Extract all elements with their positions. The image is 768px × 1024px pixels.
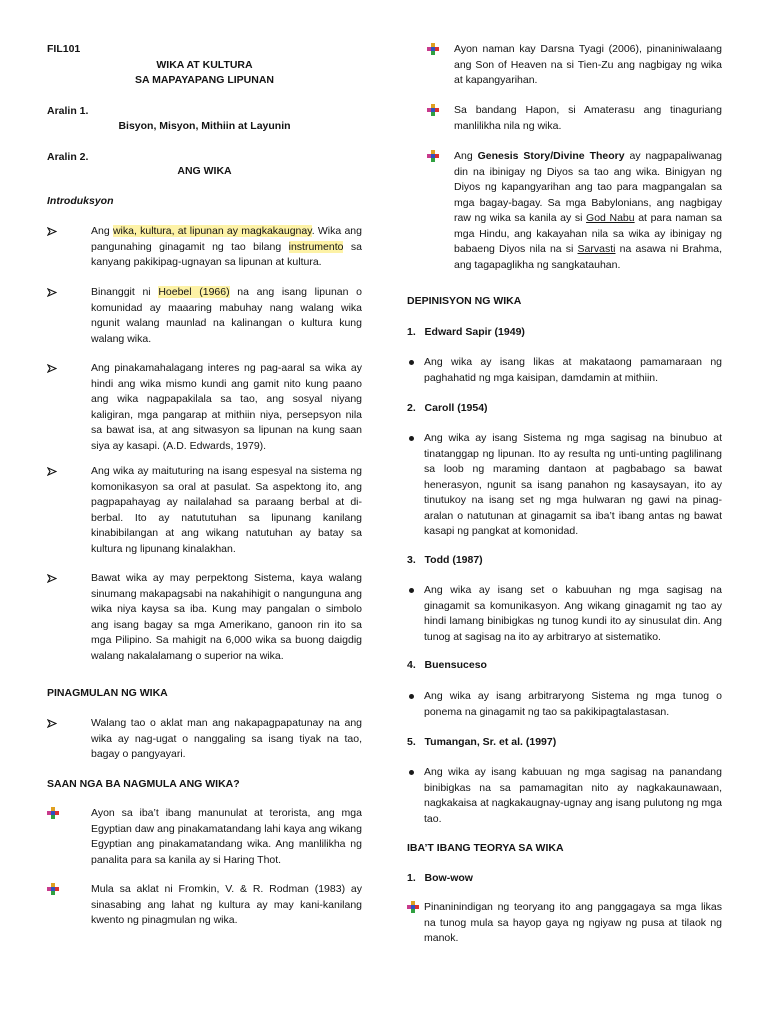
aralin1-title: Bisyon, Misyon, Mithiin at Layunin <box>118 120 291 132</box>
definition-title: 2. Caroll (1954) <box>407 402 488 414</box>
list-item: Pinaninindigan ng teoryang ito ang panggagaya sa mga likas na tunog mula sa hayop gaya ng ngiyaw ng pusa at tilaok ng manok. <box>407 900 722 947</box>
list-item: Ayon sa iba’t ibang manunulat at terorista, ang mga Egyptian daw ang pinakamatandang lahi kaya ang wikang Egyptian ang pinakamatandang wika. Ang manlilikha ng panalita para sa kanila ay si Haring Thot. <box>47 806 362 868</box>
doc-title-line2: SA MAPAYAPANG LIPUNAN <box>134 74 275 86</box>
list-item: Sa bandang Hapon, si Amaterasu ang tinaguriang manlilikha nila ng wika. <box>427 103 722 134</box>
list-item: Ang wika ay isang likas at makataong pamamaraan ng paghahatid ng mga kaisipan, damdamin at mithiin. <box>407 355 722 386</box>
dot-bullet-icon <box>407 431 423 447</box>
arrow-bullet-icon <box>47 571 63 583</box>
list-item: Binanggit ni Hoebel (1966) na ang isang lipunan o komunidad ay maaaring mabuhay nang walang wika ngunit walang maunlad na kalinangan o kultura kung walang wika. <box>47 285 362 347</box>
doc-title-line1: WIKA AT KULTURA <box>156 59 253 71</box>
list-item: Mula sa aklat ni Fromkin, V. & R. Rodman (1983) ay sinasabing ang lahat ng kultura ay may kani-kanilang kwento ng pinagmulan ng wika. <box>47 882 362 929</box>
intro-heading: Introduksyon <box>47 195 114 207</box>
definition-title: 5. Tumangan, Sr. et al. (1997) <box>407 736 557 748</box>
definition-title: 4. Buensuceso <box>407 659 487 671</box>
colorful-bullet-icon <box>427 149 443 162</box>
list-item: Ang wika ay isang Sistema ng mga sagisag na binubuo at tinatanggap ng lipunan. Ito ay resulta ng unti-unting paglilinang sa loob ng maraming dantaon at pagbabago sa bawat henerasyon, ngunit sa isang panahon ng kasaysayan, ito ay tinutukoy na isang set ng mga hulwaran ng gawi na pinag-aralan o natutunan at ginagamit sa iba’t ibang antas ng bawat kasapi ng pangkat at komonidad. <box>407 431 722 540</box>
list-item: Ayon naman kay Darsna Tyagi (2006), pinaniniwalaang ang Son of Heaven na si Tien-Zu ang nagbigay ng wika at kapangyarihan. <box>427 42 722 89</box>
list-item: Walang tao o aklat man ang nakapagpapatunay na ang wika ay nag-ugat o nanggaling sa isang tiyak na tao, bagay o pangyayari. <box>47 716 362 763</box>
dot-bullet-icon <box>407 689 423 705</box>
arrow-bullet-icon <box>47 716 63 728</box>
list-item: Ang wika, kultura, at lipunan ay magkakaugnay. Wika ang pangunahing ginagamit ng tao bilang instrumento sa kanyang pakikipag-ugnayan sa lipunan at kultura. <box>47 224 362 271</box>
course-code: FIL101 <box>47 43 81 55</box>
definition-title: 1. Edward Sapir (1949) <box>407 326 525 338</box>
list-item: Ang wika ay isang arbitraryong Sistema ng mga tunog o ponema na ginagamit ng tao sa pakikipagtalastasan. <box>407 689 722 720</box>
colorful-bullet-icon <box>407 900 423 913</box>
highlight: Hoebel (1966) <box>158 286 230 298</box>
highlight: wika, kultura, at lipunan ay magkakaugnay <box>112 225 312 237</box>
dot-bullet-icon <box>407 765 423 781</box>
colorful-bullet-icon <box>427 42 443 55</box>
list-item: Ang Genesis Story/Divine Theory ay nagpapaliwanag din na ibinigay ng Diyos sa tao ang wika. Binigyan ng Diyos ng kapangyarihan ang tao para magpangalan sa mga bagay-bagay. Sa mga Babylonians, ang nagbigay raw ng wika sa kanila ay si God Nabu at para naman sa mga Hindu, ang kakayahan nila sa wika ay ibinigay ng babaeng Diyos nila na si Sarvasti na asawa ni Brahma, ang tagapaglikha ng sangkatauhan. <box>427 149 722 273</box>
aralin2-title: ANG WIKA <box>177 165 232 177</box>
aralin1-label: Aralin 1. <box>47 105 89 117</box>
arrow-bullet-icon <box>47 361 63 373</box>
colorful-bullet-icon <box>47 806 63 819</box>
section-heading-teorya: IBA’T IBANG TEORYA SA WIKA <box>407 842 564 854</box>
colorful-bullet-icon <box>47 882 63 895</box>
arrow-bullet-icon <box>47 285 63 297</box>
arrow-bullet-icon <box>47 464 63 476</box>
highlight: instrumento <box>288 240 344 253</box>
list-item: Ang wika ay maituturing na isang espesyal na sistema ng komonikasyon sa oral at pasulat. Sa aspektong ito, ang pagpapahayag ay nailalahad sa paraang berbal at di-berbal. Ito ay natututuhan sa lipunang kanilang kinabibilangan at ang wikang natutuhan ay batay sa kultura ng lipunang kinalakhan. <box>47 464 362 557</box>
section-heading-depinisyon: DEPINISYON NG WIKA <box>407 295 522 307</box>
list-item: Ang pinakamahalagang interes ng pag-aaral sa wika ay hindi ang wika mismo kundi ang gamit nito kung paano ang wika nagpapakilala sa tao, ang sosyal niyang kaligiran, mga pangarap at mithiin niya, persepsyon nila sa bawat isa, at ang sitwasyon sa lipunan na kung saan siya ay kasapi. (A.D. Edwards, 1979). <box>47 361 362 454</box>
section-heading-pinagmulan: PINAGMULAN NG WIKA <box>47 687 168 699</box>
list-item: Bawat wika ay may perpektong Sistema, kaya walang sinumang makapagsabi na nakahihigit o nangunguna ang wika niya kaysa sa iba. Kung may pangalan o simbolo ang isang bagay sa mga Amerikano, ganoon rin ito sa mga Pilipino. Sa mahigit na 6,000 wika sa buong daigdig walang nakalalamang o superior na wika. <box>47 571 362 664</box>
colorful-bullet-icon <box>427 103 443 116</box>
definition-title: 3. Todd (1987) <box>407 554 483 566</box>
aralin2-label: Aralin 2. <box>47 151 89 163</box>
dot-bullet-icon <box>407 583 423 599</box>
dot-bullet-icon <box>407 355 423 371</box>
list-item: Ang wika ay isang set o kabuuhan ng mga sagisag na ginagamit sa komunikasyon. Ang wikang ginagamit ng tao ay hindi lamang binibigkas ng tunog kundi ito ay sinusulat din. Ang tunog at sagisag na ito ay arbitraryo at sistematiko. <box>407 583 722 645</box>
section-heading-saan: SAAN NGA BA NAGMULA ANG WIKA? <box>47 778 240 790</box>
theory-title: 1. Bow-wow <box>407 872 473 884</box>
arrow-bullet-icon <box>47 224 63 236</box>
list-item: Ang wika ay isang kabuuan ng mga sagisag na panandang binibigkas na sa pamamagitan nito ay nagkakaunawaan, nagkakaisa at nagkakaugnay-ugnay ang isang pulutong ng mga tao. <box>407 765 722 827</box>
